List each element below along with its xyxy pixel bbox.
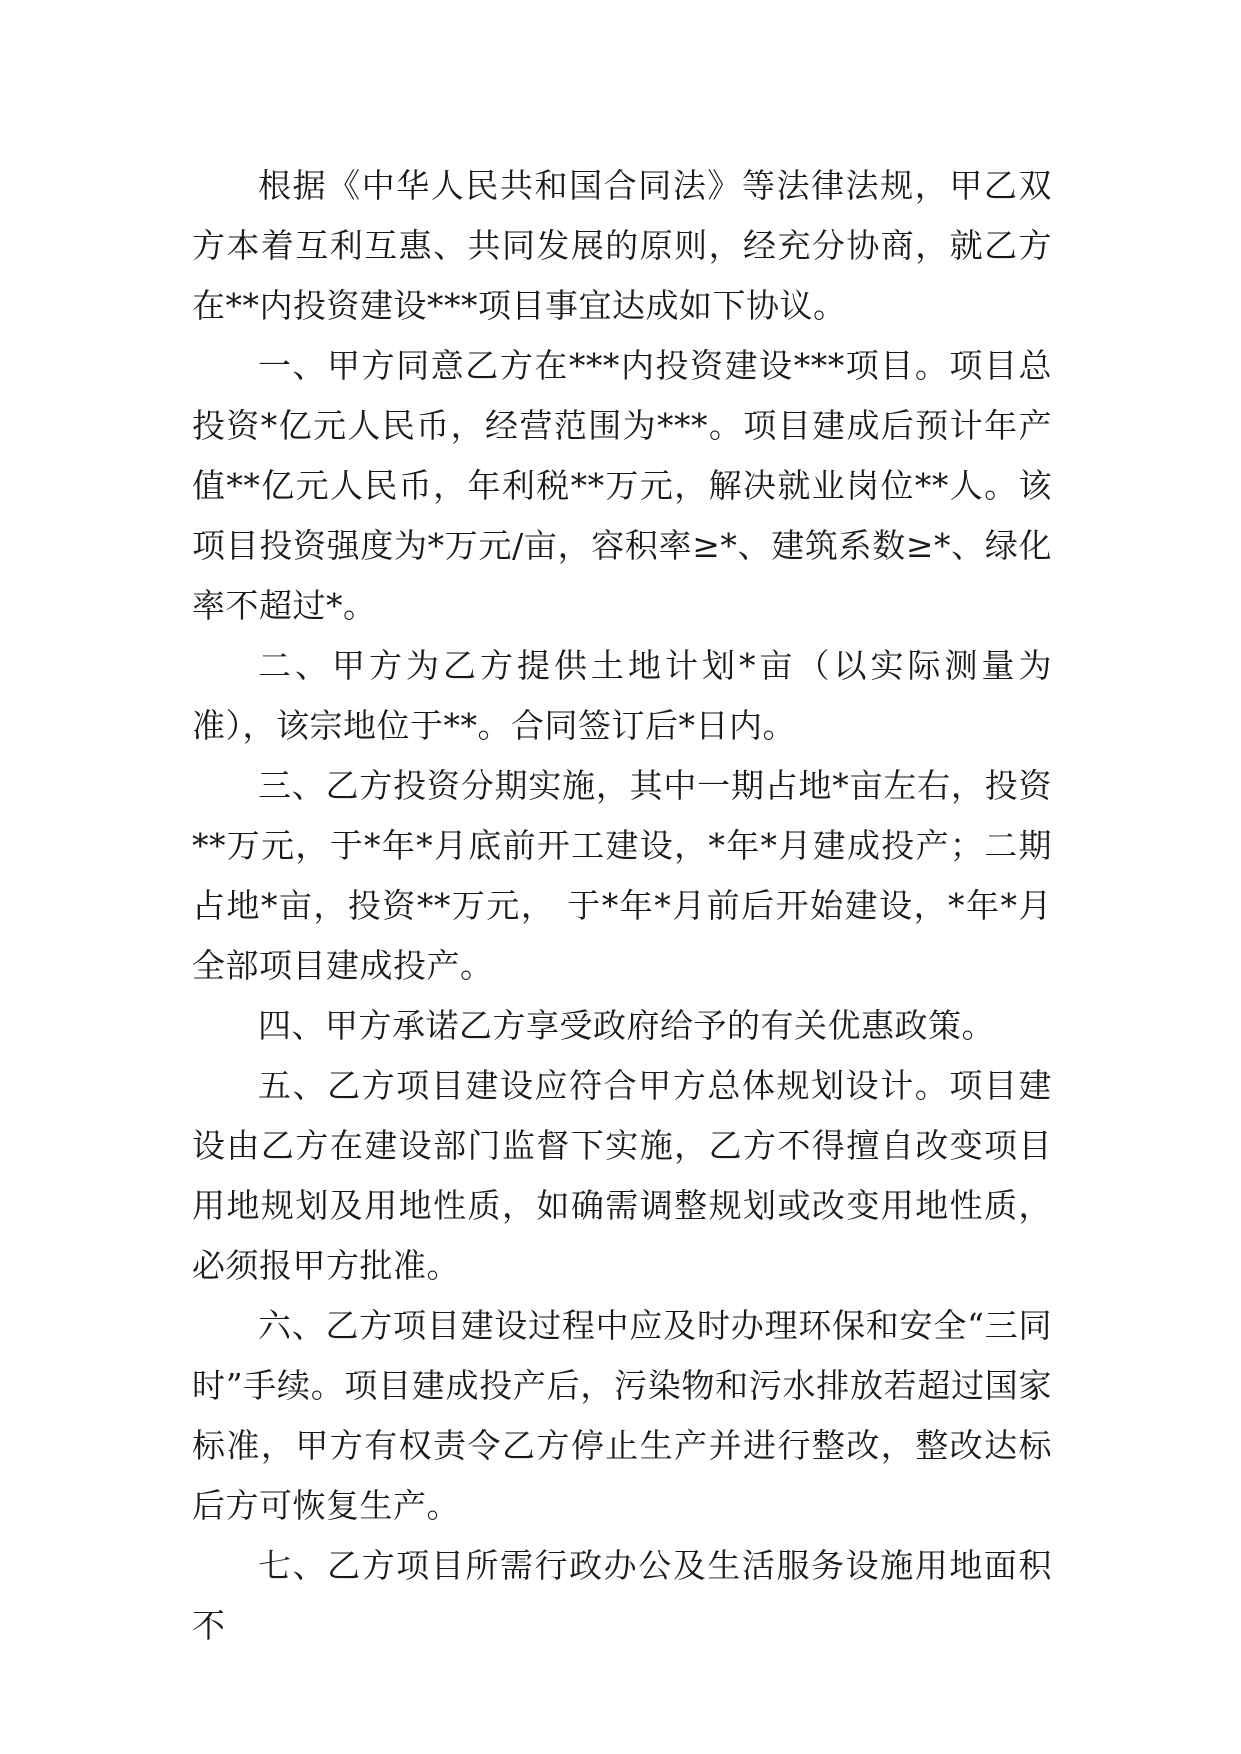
paragraph-clause-4: 四、甲方承诺乙方享受政府给予的有关优惠政策。 xyxy=(258,1006,995,1045)
paragraph-clause-3: 三、乙方投资分期实施，其中一期占地*亩左右，投资**万元，于*年*月底前开工建设，*年*月建成投产；二期占地*亩，投资**万元， 于*年*月前后开始建设，*年*月全部项目建成投产。 xyxy=(192,766,1052,985)
paragraph-clause-7: 七、乙方项目所需行政办公及生活服务设施用地面积不 xyxy=(192,1546,1052,1645)
paragraph-clause-1: 一、甲方同意乙方在***内投资建设***项目。项目总投资*亿元人民币，经营范围为***。项目建成后预计年产值**亿元人民币，年利税**万元，解决就业岗位**人。该项目投资强度为*万元/亩，容积率≥*、建筑系数≥*、绿化率不超过*。 xyxy=(192,346,1052,625)
paragraph-clause-2: 二、甲方为乙方提供土地计划*亩（以实际测量为准），该宗地位于**。合同签订后*日内。 xyxy=(192,646,1052,745)
document-body xyxy=(192,156,1052,1656)
paragraph-clause-5: 五、乙方项目建设应符合甲方总体规划设计。项目建设由乙方在建设部门监督下实施，乙方不得擅自改变项目用地规划及用地性质，如确需调整规划或改变用地性质，必须报甲方批准。 xyxy=(192,1066,1052,1285)
paragraph-preamble: 根据《中华人民共和国合同法》等法律法规，甲乙双方本着互利互惠、共同发展的原则，经充分协商，就乙方在**内投资建设***项目事宜达成如下协议。 xyxy=(192,166,1052,325)
paragraph-clause-6: 六、乙方项目建设过程中应及时办理环保和安全“三同时”手续。项目建成投产后，污染物和污水排放若超过国家标准，甲方有权责令乙方停止生产并进行整改，整改达标后方可恢复生产。 xyxy=(192,1306,1052,1525)
